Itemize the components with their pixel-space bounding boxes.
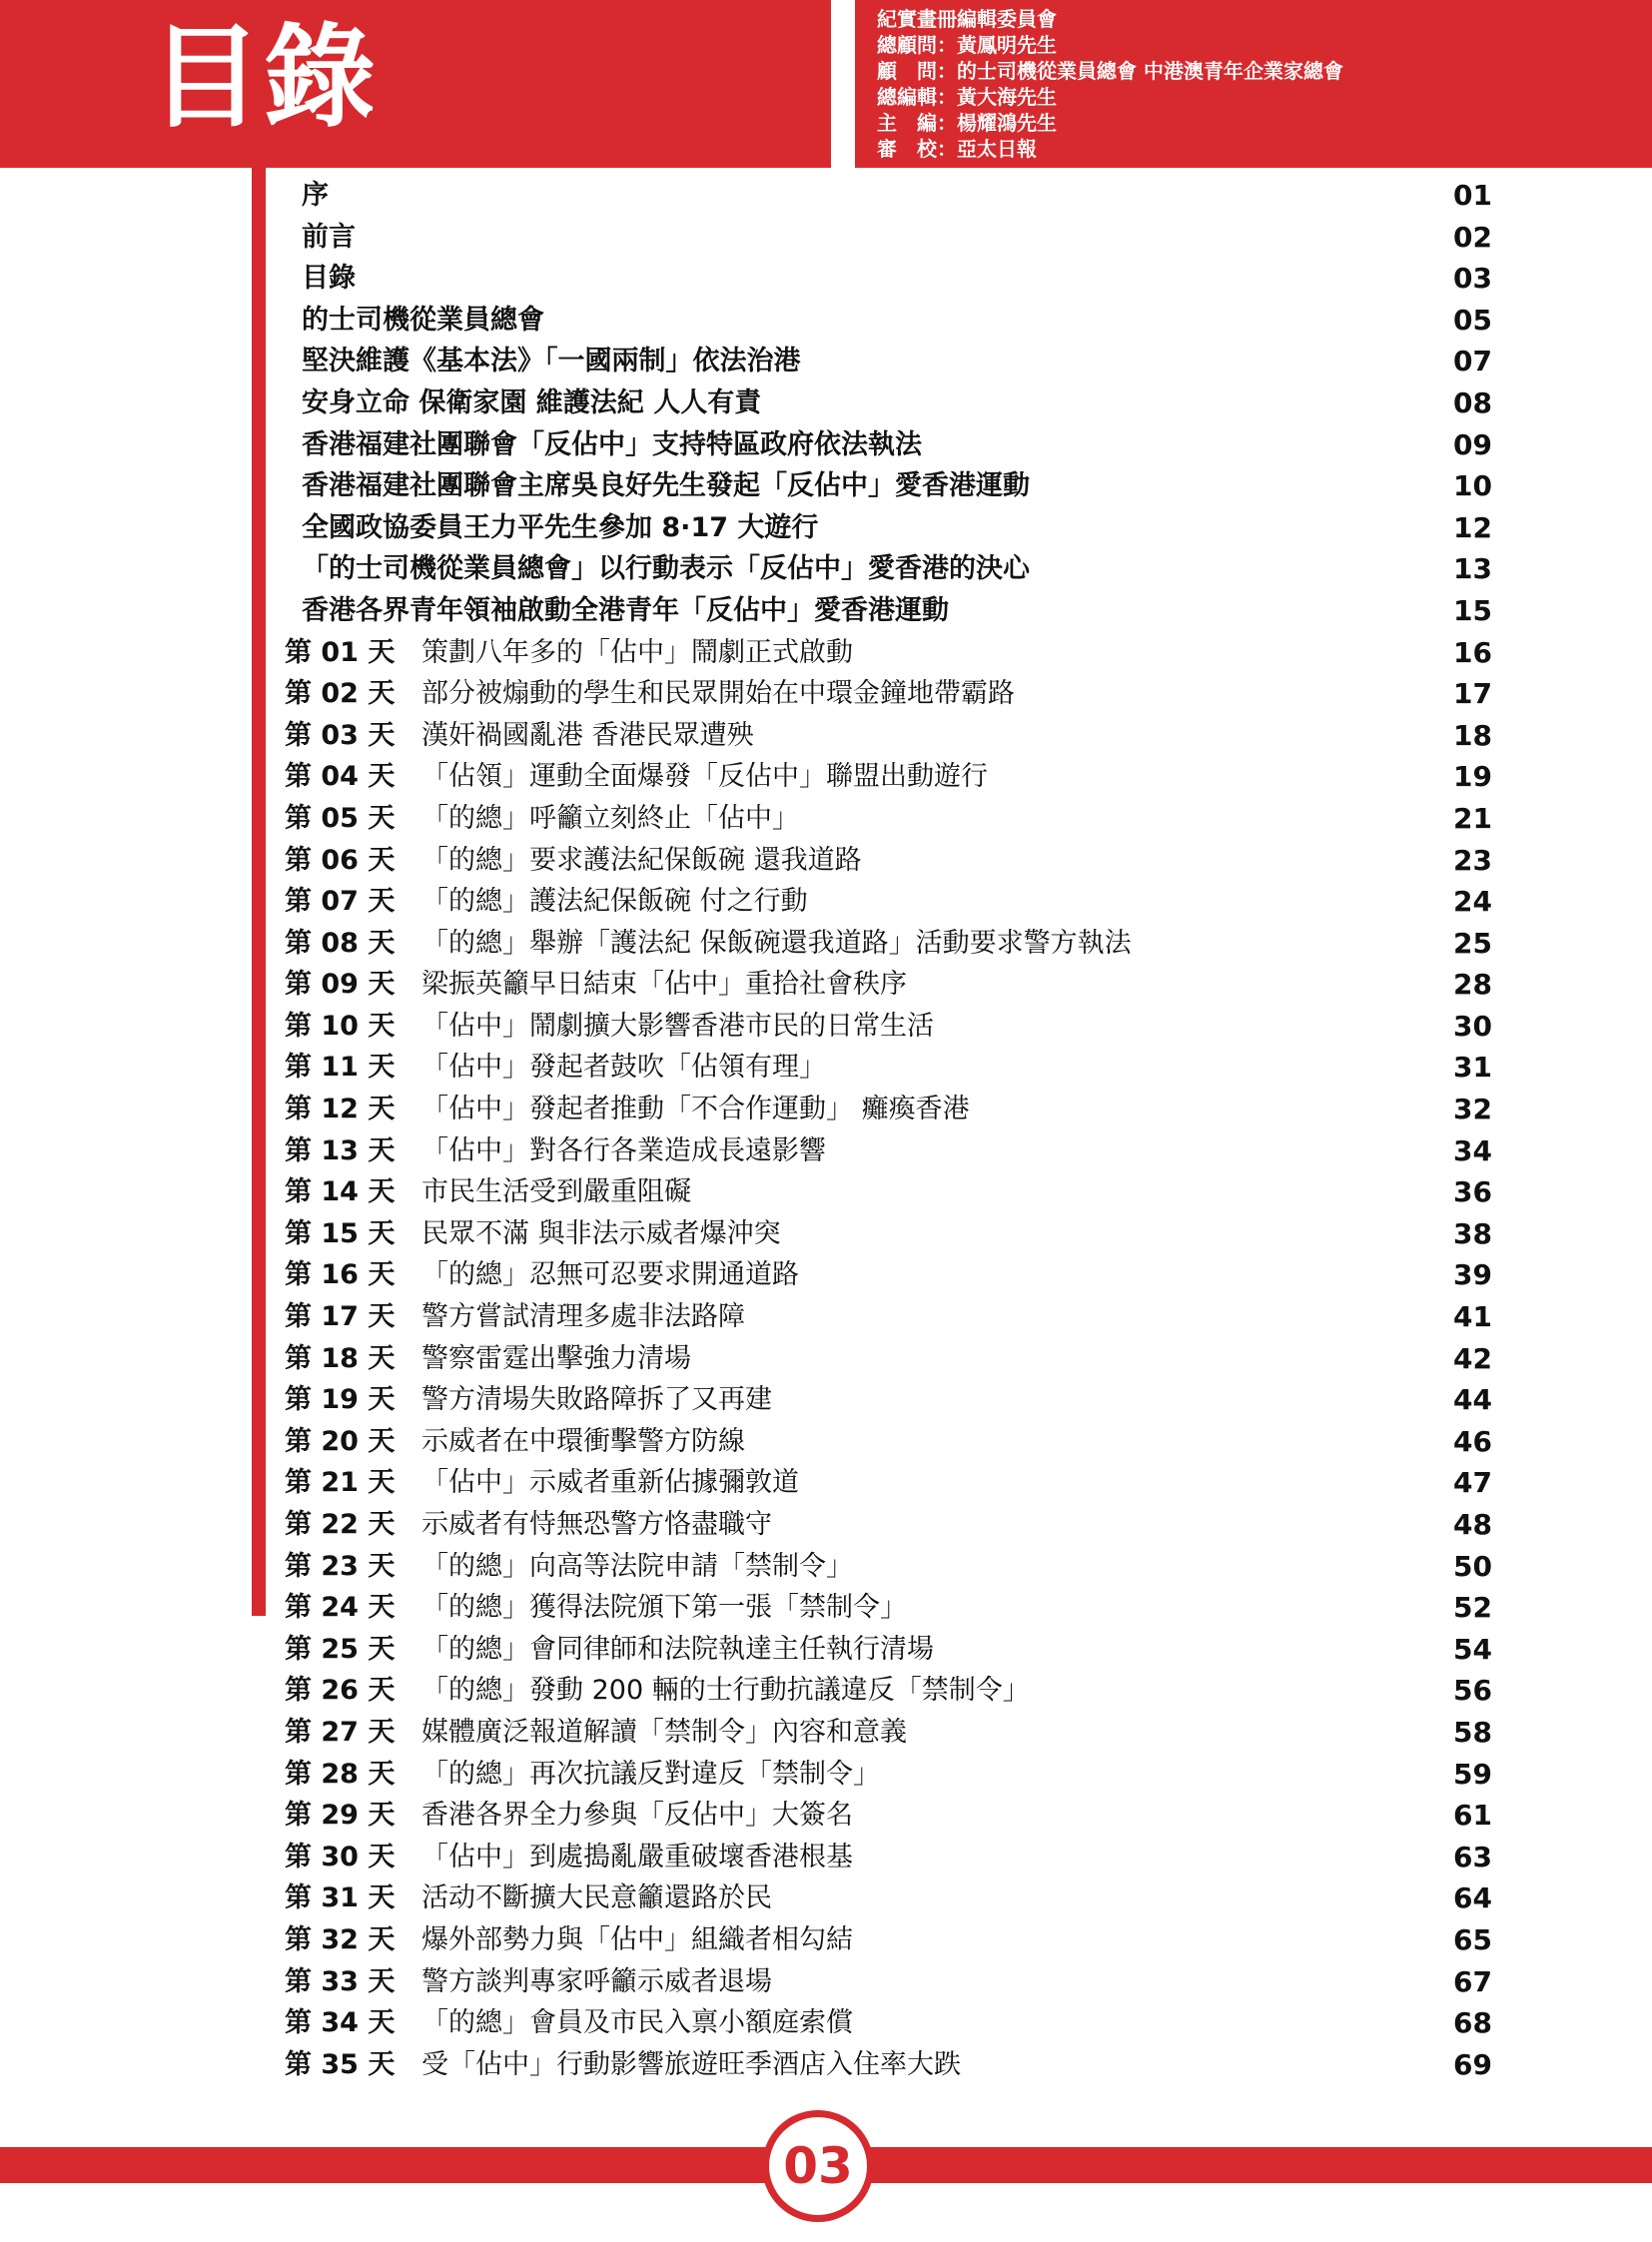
toc-entry-page: 65 [1453,1922,1492,1956]
toc-entry [0,1338,1652,1380]
toc-entry-title: 漢奸禍國亂港 香港民眾遭殃 [421,719,754,751]
toc-entry-title: 「的總」忍無可忍要求開通道路 [421,1259,799,1291]
toc-entry-page: 34 [1453,1133,1492,1167]
toc-entry [0,1629,1652,1671]
toc-entry-page: 39 [1453,1258,1492,1292]
toc-entry-page: 46 [1453,1424,1492,1458]
credit-line: 顧 問：的士司機從業員總會 中港澳青年企業家總會 [877,59,1343,83]
toc-entry [0,341,1652,382]
toc-entry-page: 56 [1453,1674,1492,1708]
toc-entry [0,632,1652,674]
toc-entry [0,1421,1652,1463]
toc-entry [0,1089,1652,1130]
toc-entry-day: 第 25 天 [285,1633,396,1665]
toc-entry [0,300,1652,342]
toc-entry-page: 47 [1453,1466,1492,1500]
toc-entry-page: 08 [1453,385,1492,419]
table-of-contents [0,175,1652,2085]
toc-entry-title: 目錄 [302,263,356,295]
toc-entry [0,548,1652,590]
toc-entry [0,590,1652,632]
toc-entry-day: 第 28 天 [285,1758,396,1790]
toc-entry-title: 香港各界全力參與「反佔中」大簽名 [421,1800,853,1832]
toc-entry [0,1670,1652,1712]
toc-entry-title: 策劃八年多的「佔中」鬧劇正式啟動 [421,636,853,668]
toc-entry-page: 63 [1453,1840,1492,1873]
toc-entry-page: 01 [1453,179,1492,212]
toc-entry-day: 第 08 天 [285,927,396,959]
toc-entry-page: 31 [1453,1051,1492,1085]
toc-entry-day: 第 17 天 [285,1301,396,1333]
toc-entry-title: 「的總」會同律師和法院執達主任執行清場 [421,1633,934,1665]
toc-entry [0,1504,1652,1546]
toc-entry-page: 32 [1453,1093,1492,1126]
toc-entry-title: 「的總」呼籲立刻終止「佔中」 [421,802,799,834]
toc-entry-day: 第 11 天 [285,1052,396,1084]
toc-entry [0,923,1652,965]
toc-entry [0,1587,1652,1629]
toc-entry-page: 38 [1453,1216,1492,1250]
page-number: 03 [783,2137,853,2195]
toc-entry-day: 第 02 天 [285,678,396,710]
toc-entry-day: 第 35 天 [285,2048,396,2080]
toc-entry-title: 民眾不滿 與非法示威者爆沖突 [421,1217,781,1249]
toc-entry-title: 前言 [302,221,356,253]
toc-entry-title: 「佔中」示威者重新佔據彌敦道 [421,1467,799,1499]
toc-entry-title: 「的總」獲得法院頒下第一張「禁制令」 [421,1592,907,1624]
toc-entry [0,1837,1652,1878]
toc-entry-day: 第 09 天 [285,969,396,1001]
toc-entry-page: 41 [1453,1300,1492,1334]
toc-entry [0,1254,1652,1296]
toc-entry [0,1754,1652,1796]
toc-entry-day: 第 13 天 [285,1134,396,1166]
toc-entry-page: 36 [1453,1175,1492,1209]
toc-entry-page: 61 [1453,1799,1492,1833]
toc-entry-day: 第 18 天 [285,1342,396,1374]
toc-entry-day: 第 03 天 [285,719,396,751]
toc-entry-title: 爆外部勢力與「佔中」組織者相勾結 [421,1923,853,1955]
toc-entry-title: 序 [302,180,329,211]
toc-entry [0,1296,1652,1338]
toc-entry [0,424,1652,466]
credit-line: 主 編：楊耀鴻先生 [877,111,1057,135]
toc-entry-day: 第 27 天 [285,1716,396,1748]
toc-entry-day: 第 15 天 [285,1217,396,1249]
toc-entry-title: 活动不斷擴大民意籲還路於民 [421,1882,772,1914]
toc-entry-page: 12 [1453,510,1492,544]
toc-entry-title: 堅決維護《基本法》「一國兩制」依法治港 [302,346,801,377]
toc-entry [0,382,1652,424]
toc-entry-title: 梁振英籲早日結束「佔中」重拾社會秩序 [421,969,907,1001]
toc-entry-title: 警方談判專家呼籲示威者退場 [421,1965,772,1997]
toc-entry-day: 第 26 天 [285,1675,396,1707]
toc-entry-title: 安身立命 保衛家園 維護法紀 人人有責 [302,386,762,418]
toc-entry-day: 第 10 天 [285,1010,396,1042]
toc-entry [0,1795,1652,1837]
toc-entry-title: 警察雷霆出擊強力清場 [421,1342,691,1374]
toc-entry [0,673,1652,715]
toc-entry [0,756,1652,798]
toc-entry-title: 香港福建社團聯會主席吳良好先生發起「反佔中」愛香港運動 [302,470,1030,502]
toc-entry-title: 部分被煽動的學生和民眾開始在中環金鐘地帶霸路 [421,678,1015,710]
toc-entry-title: 「的總」發動 200 輛的士行動抗議違反「禁制令」 [421,1675,1030,1707]
toc-entry-day: 第 22 天 [285,1509,396,1540]
toc-entry [0,1546,1652,1588]
toc-entry-day: 第 05 天 [285,802,396,834]
toc-entry-page: 42 [1453,1341,1492,1375]
page-title: 目錄 [150,13,378,143]
toc-entry [0,1006,1652,1048]
toc-entry [0,881,1652,923]
credit-line: 總編輯：黃大海先生 [877,85,1057,109]
toc-entry [0,1919,1652,1961]
toc-entry-day: 第 30 天 [285,1841,396,1872]
toc-entry-title: 受「佔中」行動影響旅遊旺季酒店入住率大跌 [421,2048,961,2080]
toc-entry-page: 24 [1453,885,1492,919]
toc-entry-page: 64 [1453,1881,1492,1915]
toc-entry-day: 第 23 天 [285,1550,396,1582]
toc-entry-title: 媒體廣泛報道解讀「禁制令」內容和意義 [421,1716,907,1748]
toc-entry [0,2002,1652,2044]
toc-entry-title: 「的總」護法紀保飯碗 付之行動 [421,886,808,918]
toc-entry-day: 第 01 天 [285,636,396,668]
toc-entry [0,1047,1652,1089]
toc-entry [0,840,1652,882]
toc-entry-title: 「佔中」鬧劇擴大影響香港市民的日常生活 [421,1010,934,1042]
toc-entry-title: 市民生活受到嚴重阻礙 [421,1176,691,1208]
toc-entry-day: 第 32 天 [285,1923,396,1955]
toc-entry-page: 59 [1453,1757,1492,1791]
toc-entry-title: 「佔領」運動全面爆發「反佔中」聯盟出動遊行 [421,761,988,793]
toc-entry [0,1379,1652,1421]
toc-entry-page: 19 [1453,760,1492,794]
toc-entry-title: 示威者在中環衝擊警方防線 [421,1425,745,1457]
toc-entry-page: 10 [1453,469,1492,503]
toc-entry-title: 的士司機從業員總會 [302,304,544,336]
toc-entry-title: 「的士司機從業員總會」以行動表示「反佔中」愛香港的決心 [302,553,1030,585]
editorial-credits [877,6,1343,162]
toc-entry-title: 「的總」再次抗議反對違反「禁制令」 [421,1758,880,1790]
toc-entry-title: 香港福建社團聯會「反佔中」支持特區政府依法執法 [302,428,922,460]
toc-entry-page: 21 [1453,801,1492,835]
credit-line: 總顧問：黃鳳明先生 [877,33,1057,57]
toc-entry-day: 第 16 天 [285,1259,396,1291]
toc-entry-page: 02 [1453,220,1492,254]
toc-entry-title: 「佔中」對各行各業造成長遠影響 [421,1134,826,1166]
page-number-badge [762,2110,874,2222]
toc-entry [0,1171,1652,1213]
toc-entry [0,1130,1652,1172]
toc-entry-day: 第 07 天 [285,886,396,918]
toc-entry [0,175,1652,217]
toc-entry [0,715,1652,757]
toc-entry-day: 第 06 天 [285,844,396,876]
credit-line: 審 校：亞太日報 [877,137,1037,161]
toc-entry-title: 警方嘗試清理多處非法路障 [421,1301,745,1333]
toc-entry-page: 23 [1453,843,1492,877]
toc-entry [0,507,1652,549]
toc-entry-page: 16 [1453,635,1492,669]
toc-entry-page: 13 [1453,552,1492,586]
toc-entry-page: 52 [1453,1591,1492,1625]
toc-entry-title: 「的總」舉辦「護法紀 保飯碗還我道路」活動要求警方執法 [421,927,1132,959]
toc-entry-page: 48 [1453,1508,1492,1541]
toc-entry [0,217,1652,259]
toc-entry [0,1462,1652,1504]
toc-entry-day: 第 33 天 [285,1965,396,1997]
toc-entry [0,2044,1652,2086]
toc-entry-title: 「的總」向高等法院申請「禁制令」 [421,1550,853,1582]
toc-entry-title: 警方清場失敗路障拆了又再建 [421,1384,772,1416]
toc-entry-page: 07 [1453,345,1492,378]
toc-entry-page: 50 [1453,1549,1492,1583]
toc-entry-day: 第 29 天 [285,1800,396,1832]
toc-entry-page: 68 [1453,2006,1492,2040]
toc-entry [0,1213,1652,1255]
toc-entry-page: 58 [1453,1715,1492,1749]
toc-entry-page: 15 [1453,593,1492,627]
credit-line: 紀實畫冊編輯委員會 [877,7,1057,31]
toc-entry-title: 「佔中」到處搗亂嚴重破壞香港根基 [421,1841,853,1872]
toc-entry-page: 67 [1453,1964,1492,1998]
toc-entry [0,1961,1652,2003]
toc-entry [0,1712,1652,1754]
toc-entry-page: 17 [1453,677,1492,711]
toc-entry-page: 54 [1453,1632,1492,1666]
toc-entry [0,798,1652,840]
toc-entry-title: 香港各界青年領袖啟動全港青年「反佔中」愛香港運動 [302,594,949,626]
toc-entry-page: 28 [1453,968,1492,1002]
toc-entry-day: 第 21 天 [285,1467,396,1499]
toc-entry-day: 第 19 天 [285,1384,396,1416]
toc-entry-page: 09 [1453,427,1492,461]
toc-entry-page: 05 [1453,303,1492,337]
toc-entry-day: 第 12 天 [285,1094,396,1125]
toc-entry-day: 第 20 天 [285,1425,396,1457]
toc-entry-title: 「的總」會員及市民入禀小額庭索償 [421,2007,853,2039]
toc-entry-page: 44 [1453,1383,1492,1417]
toc-entry-day: 第 14 天 [285,1176,396,1208]
toc-entry-title: 「佔中」發起者鼓吹「佔領有理」 [421,1052,826,1084]
toc-entry-title: 示威者有恃無恐警方恪盡職守 [421,1509,772,1540]
toc-entry [0,258,1652,300]
toc-entry-page: 30 [1453,1009,1492,1043]
toc-entry-day: 第 34 天 [285,2007,396,2039]
toc-entry [0,964,1652,1006]
toc-entry-title: 「的總」要求護法紀保飯碗 還我道路 [421,844,862,876]
toc-entry [0,465,1652,507]
toc-entry-day: 第 31 天 [285,1882,396,1914]
toc-entry-page: 18 [1453,718,1492,752]
header-band-left [0,0,831,168]
toc-entry-page: 69 [1453,2047,1492,2081]
toc-entry-day: 第 04 天 [285,761,396,793]
toc-entry-page: 25 [1453,926,1492,960]
toc-entry-title: 「佔中」發起者推動「不合作運動」 癱瘓香港 [421,1094,970,1125]
toc-entry-page: 03 [1453,262,1492,296]
toc-entry-day: 第 24 天 [285,1592,396,1624]
toc-entry-title: 全國政協委員王力平先生參加 8·17 大遊行 [302,511,819,543]
toc-entry [0,1877,1652,1919]
